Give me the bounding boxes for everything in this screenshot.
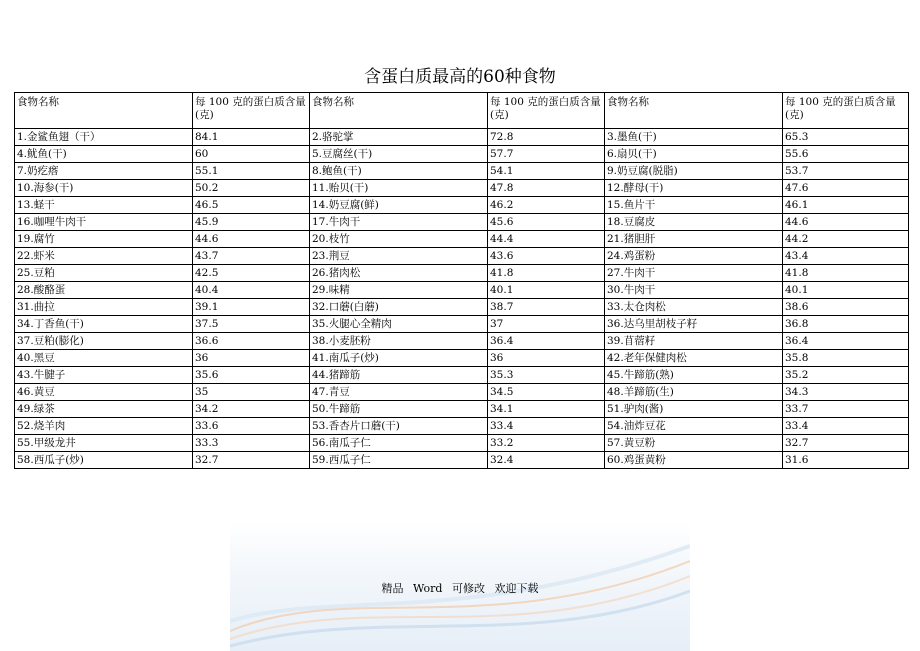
table-row	[15, 333, 909, 350]
food-name-cell: 34.丁香鱼(干)	[15, 316, 193, 333]
food-name-cell: 40.黑豆	[15, 350, 193, 367]
food-name-cell: 49.绿茶	[15, 401, 193, 418]
protein-value-cell: 36	[193, 350, 310, 367]
food-name-cell: 3.墨鱼(干)	[605, 129, 783, 146]
protein-value-cell: 42.5	[193, 265, 310, 282]
food-name-cell: 60.鸡蛋黄粉	[605, 452, 783, 469]
food-name-cell: 27.牛肉干	[605, 265, 783, 282]
protein-value-cell: 33.3	[193, 435, 310, 452]
food-name-cell: 28.酸酪蛋	[15, 282, 193, 299]
protein-value-cell: 37.5	[193, 316, 310, 333]
protein-value-cell: 35.6	[193, 367, 310, 384]
protein-value-cell: 43.4	[783, 248, 909, 265]
protein-value-cell: 34.2	[193, 401, 310, 418]
food-name-cell: 47.青豆	[310, 384, 488, 401]
table-row	[15, 401, 909, 418]
food-name-cell: 41.南瓜子(炒)	[310, 350, 488, 367]
protein-value-cell: 41.8	[488, 265, 605, 282]
page-title: 含蛋白质最高的60种食物	[364, 67, 556, 87]
protein-value-cell: 35.2	[783, 367, 909, 384]
protein-value-cell: 45.6	[488, 214, 605, 231]
protein-value-cell: 54.1	[488, 163, 605, 180]
protein-value-cell: 65.3	[783, 129, 909, 146]
protein-value-cell: 53.7	[783, 163, 909, 180]
table-row	[15, 367, 909, 384]
protein-value-cell: 43.6	[488, 248, 605, 265]
food-name-cell: 58.西瓜子(炒)	[15, 452, 193, 469]
protein-value-cell: 72.8	[488, 129, 605, 146]
food-name-cell: 14.奶豆腐(鲜)	[310, 197, 488, 214]
table-row	[15, 146, 909, 163]
food-name-cell: 16.咖哩牛肉干	[15, 214, 193, 231]
food-name-cell: 53.香杏片口蘑(干)	[310, 418, 488, 435]
table-row	[15, 197, 909, 214]
protein-value-cell: 36.6	[193, 333, 310, 350]
protein-table	[14, 92, 909, 469]
protein-value-cell: 44.2	[783, 231, 909, 248]
protein-value-cell: 46.5	[193, 197, 310, 214]
table-row	[15, 350, 909, 367]
table-row	[15, 265, 909, 282]
protein-value-cell: 36	[488, 350, 605, 367]
food-name-cell: 5.豆腐丝(干)	[310, 146, 488, 163]
protein-value-cell: 47.8	[488, 180, 605, 197]
food-name-cell: 7.奶疙瘩	[15, 163, 193, 180]
food-name-cell: 11.贻贝(干)	[310, 180, 488, 197]
food-name-cell: 51.驴肉(酱)	[605, 401, 783, 418]
protein-value-cell: 36.8	[783, 316, 909, 333]
food-name-cell: 19.腐竹	[15, 231, 193, 248]
table-row	[15, 129, 909, 146]
food-name-cell: 45.牛蹄筋(熟)	[605, 367, 783, 384]
food-name-cell: 33.太仓肉松	[605, 299, 783, 316]
table-row	[15, 180, 909, 197]
food-name-cell: 24.鸡蛋粉	[605, 248, 783, 265]
protein-value-cell: 57.7	[488, 146, 605, 163]
header-food-name: 食物名称	[15, 93, 193, 129]
food-name-cell: 38.小麦胚粉	[310, 333, 488, 350]
protein-value-cell: 46.1	[783, 197, 909, 214]
food-name-cell: 2.骆驼掌	[310, 129, 488, 146]
protein-value-cell: 39.1	[193, 299, 310, 316]
food-name-cell: 36.达乌里胡枝子籽	[605, 316, 783, 333]
protein-value-cell: 38.6	[783, 299, 909, 316]
protein-value-cell: 37	[488, 316, 605, 333]
protein-value-cell: 44.6	[193, 231, 310, 248]
food-name-cell: 35.火腿心全精肉	[310, 316, 488, 333]
food-name-cell: 59.西瓜子仁	[310, 452, 488, 469]
protein-value-cell: 32.7	[193, 452, 310, 469]
protein-value-cell: 34.3	[783, 384, 909, 401]
food-name-cell: 29.味精	[310, 282, 488, 299]
protein-value-cell: 33.6	[193, 418, 310, 435]
header-food-name: 食物名称	[605, 93, 783, 129]
protein-value-cell: 40.1	[488, 282, 605, 299]
protein-value-cell: 45.9	[193, 214, 310, 231]
food-name-cell: 17.牛肉干	[310, 214, 488, 231]
protein-value-cell: 47.6	[783, 180, 909, 197]
protein-value-cell: 34.5	[488, 384, 605, 401]
protein-value-cell: 44.6	[783, 214, 909, 231]
protein-value-cell: 84.1	[193, 129, 310, 146]
footer-caption: 精品 Word 可修改 欢迎下载	[381, 582, 539, 595]
protein-value-cell: 36.4	[488, 333, 605, 350]
protein-value-cell: 40.4	[193, 282, 310, 299]
food-name-cell: 46.黄豆	[15, 384, 193, 401]
food-name-cell: 25.豆粕	[15, 265, 193, 282]
food-name-cell: 1.金鲨鱼翅（干）	[15, 129, 193, 146]
food-name-cell: 54.油炸豆花	[605, 418, 783, 435]
header-protein-content: 每 100 克的蛋白质含量(克)	[488, 93, 605, 129]
food-name-cell: 42.老年保健肉松	[605, 350, 783, 367]
protein-value-cell: 43.7	[193, 248, 310, 265]
food-name-cell: 12.酵母(干)	[605, 180, 783, 197]
table-row	[15, 282, 909, 299]
protein-value-cell: 40.1	[783, 282, 909, 299]
protein-value-cell: 31.6	[783, 452, 909, 469]
food-name-cell: 26.猪肉松	[310, 265, 488, 282]
table-row	[15, 452, 909, 469]
protein-value-cell: 33.2	[488, 435, 605, 452]
food-name-cell: 13.蛏干	[15, 197, 193, 214]
protein-value-cell: 35.8	[783, 350, 909, 367]
food-name-cell: 39.苜蓿籽	[605, 333, 783, 350]
food-name-cell: 18.豆腐皮	[605, 214, 783, 231]
table-row	[15, 231, 909, 248]
table-row	[15, 384, 909, 401]
food-name-cell: 50.牛蹄筋	[310, 401, 488, 418]
food-name-cell: 37.豆粕(膨化)	[15, 333, 193, 350]
food-name-cell: 56.南瓜子仁	[310, 435, 488, 452]
table-row	[15, 248, 909, 265]
food-name-cell: 4.鱿鱼(干)	[15, 146, 193, 163]
protein-value-cell: 55.6	[783, 146, 909, 163]
food-name-cell: 31.曲拉	[15, 299, 193, 316]
protein-value-cell: 60	[193, 146, 310, 163]
protein-value-cell: 44.4	[488, 231, 605, 248]
protein-value-cell: 32.4	[488, 452, 605, 469]
food-name-cell: 6.扇贝(干)	[605, 146, 783, 163]
header-protein-content: 每 100 克的蛋白质含量(克)	[193, 93, 310, 129]
table-header-row	[15, 93, 909, 129]
protein-value-cell: 33.7	[783, 401, 909, 418]
header-food-name: 食物名称	[310, 93, 488, 129]
protein-value-cell: 36.4	[783, 333, 909, 350]
protein-value-cell: 41.8	[783, 265, 909, 282]
food-name-cell: 43.牛腱子	[15, 367, 193, 384]
food-name-cell: 30.牛肉干	[605, 282, 783, 299]
table-row	[15, 418, 909, 435]
food-name-cell: 44.猪蹄筋	[310, 367, 488, 384]
food-name-cell: 9.奶豆腐(脱脂)	[605, 163, 783, 180]
protein-value-cell: 33.4	[488, 418, 605, 435]
food-name-cell: 20.枝竹	[310, 231, 488, 248]
food-name-cell: 32.口蘑(白蘑)	[310, 299, 488, 316]
protein-value-cell: 32.7	[783, 435, 909, 452]
header-protein-content: 每 100 克的蛋白质含量(克)	[783, 93, 909, 129]
food-name-cell: 23.荆豆	[310, 248, 488, 265]
table-row	[15, 316, 909, 333]
food-name-cell: 52.烧羊肉	[15, 418, 193, 435]
food-name-cell: 8.鲍鱼(干)	[310, 163, 488, 180]
food-name-cell: 57.黄豆粉	[605, 435, 783, 452]
protein-value-cell: 35	[193, 384, 310, 401]
table-row	[15, 299, 909, 316]
protein-value-cell: 50.2	[193, 180, 310, 197]
table-row	[15, 214, 909, 231]
food-name-cell: 48.羊蹄筋(生)	[605, 384, 783, 401]
protein-value-cell: 55.1	[193, 163, 310, 180]
food-name-cell: 55.甲级龙井	[15, 435, 193, 452]
protein-value-cell: 34.1	[488, 401, 605, 418]
food-name-cell: 15.鱼片干	[605, 197, 783, 214]
protein-value-cell: 38.7	[488, 299, 605, 316]
protein-value-cell: 35.3	[488, 367, 605, 384]
table-row	[15, 163, 909, 180]
protein-value-cell: 33.4	[783, 418, 909, 435]
table-row	[15, 435, 909, 452]
food-name-cell: 22.虾米	[15, 248, 193, 265]
protein-value-cell: 46.2	[488, 197, 605, 214]
food-name-cell: 21.猪胆肝	[605, 231, 783, 248]
food-name-cell: 10.海参(干)	[15, 180, 193, 197]
